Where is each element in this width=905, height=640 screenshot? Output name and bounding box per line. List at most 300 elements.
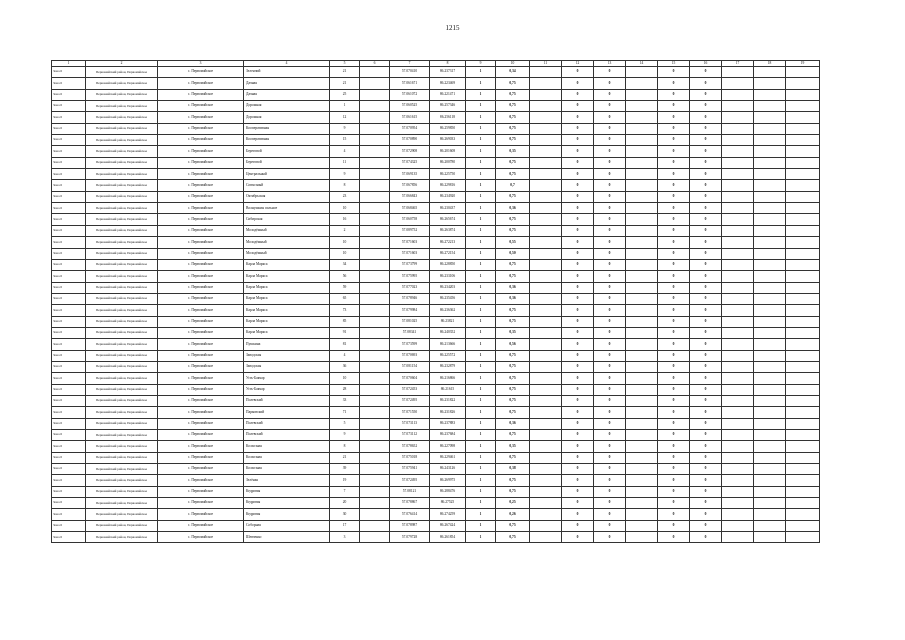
table-row [52,384,820,395]
house-cell: 20 [330,498,360,509]
settlement-cell: с. Первомайское [158,407,244,418]
empty-cell [786,135,820,146]
empty-cell [754,271,786,282]
empty-cell [626,520,658,531]
latitude-cell: 57.076414 [390,509,430,520]
zone-cell: Зона 6 [52,486,86,497]
district-cell: Первомайский район, Первомайское [86,203,158,214]
volume-cell: 0,75 [496,157,530,168]
value-cell: 0 [562,78,594,89]
empty-cell [722,180,754,191]
longitude-cell: 86.288476 [430,486,466,497]
empty-cell [626,237,658,248]
empty-cell [786,384,820,395]
value-cell: 0 [594,532,626,543]
value-cell: 0 [658,101,690,112]
empty-cell [530,430,562,441]
district-cell: Первомайский район, Первомайское [86,248,158,259]
value-cell: 0 [562,361,594,372]
empty-cell [626,384,658,395]
value-cell: 0 [690,123,722,134]
table-row [52,225,820,236]
value-cell: 0 [594,271,626,282]
settlement-cell: с. Первомайское [158,89,244,100]
empty-cell [754,475,786,486]
volume-cell: 0,75 [496,475,530,486]
table-row [52,350,820,361]
zone-cell: Зона 6 [52,146,86,157]
count-cell: 1 [466,101,496,112]
empty-cell [530,486,562,497]
table-row [52,135,820,146]
empty-cell [626,305,658,316]
table-row [52,509,820,520]
column-number: 3 [158,61,244,67]
street-cell: Усть-Бакчар [244,384,330,395]
value-cell: 0 [594,282,626,293]
value-cell: 0 [658,430,690,441]
value-cell: 0 [594,293,626,304]
street-cell: Заводская [244,361,330,372]
latitude-cell: 57.070604 [390,373,430,384]
volume-cell: 0,75 [496,407,530,418]
value-cell: 0 [562,146,594,157]
house-cell: 1 [330,101,360,112]
latitude-cell: 57.073599 [390,339,430,350]
longitude-cell: 86.256118 [430,112,466,123]
zone-cell: Зона 6 [52,395,86,406]
settlement-cell: с. Первомайское [158,180,244,191]
empty-cell [530,532,562,543]
house-cell: 3 [330,532,360,543]
value-cell: 0 [658,373,690,384]
empty-cell [626,157,658,168]
value-cell: 0 [690,327,722,338]
latitude-cell: 57.073112 [390,430,430,441]
zone-cell: Зона 6 [52,384,86,395]
zone-cell: Зона 6 [52,259,86,270]
longitude-cell: 86.27525 [430,498,466,509]
empty-cell [626,135,658,146]
count-cell: 1 [466,214,496,225]
empty-cell [530,237,562,248]
empty-cell [626,67,658,78]
street-cell: Береговой [244,146,330,157]
empty-cell [754,430,786,441]
empty-cell [626,271,658,282]
house-cell: 91 [330,327,360,338]
count-cell: 1 [466,361,496,372]
value-cell: 0 [658,157,690,168]
empty-cell [722,509,754,520]
house-cell: 19 [330,475,360,486]
latitude-cell: 57.08341 [390,327,430,338]
longitude-cell: 86.228850 [430,259,466,270]
empty-cell [360,350,390,361]
empty-cell [722,157,754,168]
empty-cell [722,441,754,452]
district-cell: Первомайский район, Первомайское [86,259,158,270]
value-cell: 0 [690,191,722,202]
zone-cell: Зона 6 [52,67,86,78]
volume-cell: 0,7 [496,180,530,191]
count-cell: 1 [466,191,496,202]
settlement-cell: с. Первомайское [158,395,244,406]
table-row [52,407,820,418]
longitude-cell: 86.269975 [430,475,466,486]
value-cell: 0 [690,384,722,395]
volume-cell: 0,75 [496,395,530,406]
empty-cell [360,225,390,236]
latitude-cell: 57.071603 [390,248,430,259]
house-cell: 25 [330,89,360,100]
zone-cell: Зона 6 [52,407,86,418]
value-cell: 0 [562,509,594,520]
empty-cell [360,361,390,372]
value-cell: 0 [594,418,626,429]
latitude-cell: 57.068465 [390,203,430,214]
longitude-cell: 86.235456 [430,293,466,304]
empty-cell [754,327,786,338]
district-cell: Первомайский район, Первомайское [86,123,158,134]
settlement-cell: с. Первомайское [158,112,244,123]
empty-cell [360,395,390,406]
empty-cell [786,112,820,123]
value-cell: 0 [690,89,722,100]
settlement-cell: с. Первомайское [158,441,244,452]
empty-cell [360,146,390,157]
empty-cell [722,203,754,214]
value-cell: 0 [658,169,690,180]
value-cell: 0 [594,237,626,248]
street-cell: Кедровая [244,498,330,509]
house-cell: 21 [330,78,360,89]
value-cell: 0 [562,316,594,327]
house-cell: 36 [330,361,360,372]
value-cell: 0 [690,135,722,146]
value-cell: 0 [690,430,722,441]
house-cell: 81 [330,339,360,350]
empty-cell [530,157,562,168]
count-cell: 1 [466,146,496,157]
house-cell: 21 [330,452,360,463]
column-number: 6 [360,61,390,67]
house-cell: 30 [330,509,360,520]
empty-cell [530,373,562,384]
count-cell: 1 [466,135,496,146]
empty-cell [360,180,390,191]
empty-cell [786,373,820,384]
value-cell: 0 [594,407,626,418]
value-cell: 0 [594,384,626,395]
empty-cell [754,452,786,463]
value-cell: 0 [658,395,690,406]
house-cell: 10 [330,248,360,259]
volume-cell: 0,75 [496,214,530,225]
district-cell: Первомайский район, Первомайское [86,475,158,486]
count-cell: 1 [466,498,496,509]
value-cell: 0 [690,418,722,429]
volume-cell: 0,75 [496,259,530,270]
empty-cell [530,248,562,259]
district-cell: Первомайский район, Первомайское [86,350,158,361]
zone-cell: Зона 6 [52,248,86,259]
value-cell: 0 [690,452,722,463]
value-cell: 0 [562,418,594,429]
table-row [52,418,820,429]
empty-cell [530,67,562,78]
empty-cell [626,180,658,191]
district-cell: Первомайский район, Первомайское [86,441,158,452]
empty-cell [754,123,786,134]
empty-cell [754,89,786,100]
empty-cell [360,89,390,100]
settlement-cell: с. Первомайское [158,316,244,327]
latitude-cell: 57.061615 [390,112,430,123]
empty-cell [626,373,658,384]
latitude-cell: 57.073113 [390,418,430,429]
longitude-cell: 86.237684 [430,430,466,441]
empty-cell [786,271,820,282]
table-row [52,498,820,509]
volume-cell: 0,36 [496,418,530,429]
zone-cell: Зона 6 [52,430,86,441]
empty-cell [360,520,390,531]
house-cell: 12 [330,112,360,123]
settlement-cell: с. Первомайское [158,532,244,543]
count-cell: 1 [466,475,496,486]
longitude-cell: 86.225572 [430,350,466,361]
settlement-cell: с. Первомайское [158,191,244,202]
volume-cell: 0,35 [496,441,530,452]
longitude-cell: 86.231826 [430,407,466,418]
count-cell: 1 [466,532,496,543]
empty-cell [722,373,754,384]
volume-cell: 0,75 [496,532,530,543]
district-cell: Первомайский район, Первомайское [86,293,158,304]
value-cell: 0 [690,498,722,509]
zone-cell: Зона 6 [52,520,86,531]
latitude-cell: 57.061072 [390,89,430,100]
value-cell: 0 [562,282,594,293]
district-cell: Первомайский район, Первомайское [86,135,158,146]
empty-cell [530,135,562,146]
empty-cell [754,373,786,384]
house-cell: 10 [330,237,360,248]
street-cell: Карла Маркса [244,259,330,270]
longitude-cell: 86.272213 [430,237,466,248]
settlement-cell: с. Первомайское [158,169,244,180]
street-cell: Октябрьская [244,191,330,202]
count-cell: 1 [466,350,496,361]
longitude-cell: 86.232879 [430,361,466,372]
value-cell: 0 [594,67,626,78]
volume-cell: 0,34 [496,67,530,78]
settlement-cell: с. Первомайское [158,259,244,270]
table-row [52,373,820,384]
volume-cell: 0,50 [496,248,530,259]
table-row [52,237,820,248]
empty-cell [754,214,786,225]
empty-cell [626,191,658,202]
value-cell: 0 [690,225,722,236]
value-cell: 0 [562,237,594,248]
table-row [52,248,820,259]
house-cell: 16 [330,214,360,225]
empty-cell [786,350,820,361]
zone-cell: Зона 6 [52,464,86,475]
empty-cell [754,418,786,429]
empty-cell [360,452,390,463]
empty-cell [786,339,820,350]
value-cell: 0 [690,373,722,384]
column-number: 7 [390,61,430,67]
empty-cell [722,395,754,406]
latitude-cell: 57.078652 [390,441,430,452]
house-cell: 7 [330,486,360,497]
latitude-cell: 57.089752 [390,225,430,236]
empty-cell [530,259,562,270]
zone-cell: Зона 6 [52,452,86,463]
value-cell: 0 [658,180,690,191]
latitude-cell: 57.072495 [390,395,430,406]
zone-cell: Зона 6 [52,237,86,248]
table-row [52,430,820,441]
empty-cell [754,350,786,361]
volume-cell: 0,75 [496,361,530,372]
zone-cell: Зона 6 [52,532,86,543]
street-cell: Кедровая [244,486,330,497]
empty-cell [754,248,786,259]
volume-cell: 0,75 [496,350,530,361]
longitude-cell: 86.237317 [430,67,466,78]
latitude-cell: 57.072495 [390,475,430,486]
street-cell: Дачная [244,78,330,89]
empty-cell [530,78,562,89]
value-cell: 0 [562,395,594,406]
value-cell: 0 [594,441,626,452]
empty-cell [530,520,562,531]
settlement-cell: с. Первомайское [158,418,244,429]
value-cell: 0 [658,135,690,146]
table-row [52,305,820,316]
count-cell: 1 [466,464,496,475]
table-row [52,191,820,202]
value-cell: 0 [658,78,690,89]
value-cell: 0 [562,169,594,180]
value-cell: 0 [594,395,626,406]
settlement-cell: с. Первомайское [158,475,244,486]
value-cell: 0 [562,498,594,509]
latitude-cell: 57.071550 [390,407,430,418]
zone-cell: Зона 6 [52,157,86,168]
value-cell: 0 [594,112,626,123]
street-cell: Молодёжный [244,237,330,248]
street-cell: Дорожная [244,101,330,112]
longitude-cell: 86.229461 [430,452,466,463]
latitude-cell: 57.074325 [390,157,430,168]
value-cell: 0 [594,180,626,191]
zone-cell: Зона 6 [52,339,86,350]
value-cell: 0 [658,305,690,316]
empty-cell [530,293,562,304]
empty-cell [754,395,786,406]
value-cell: 0 [562,259,594,270]
empty-cell [360,293,390,304]
empty-cell [722,271,754,282]
empty-cell [722,248,754,259]
empty-cell [626,486,658,497]
empty-cell [722,225,754,236]
value-cell: 0 [658,248,690,259]
longitude-cell: 86.269033 [430,135,466,146]
empty-cell [786,498,820,509]
value-cell: 0 [690,395,722,406]
district-cell: Первомайский район, Первомайское [86,271,158,282]
count-cell: 1 [466,384,496,395]
empty-cell [722,339,754,350]
empty-cell [626,282,658,293]
zone-cell: Зона 6 [52,89,86,100]
empty-cell [626,169,658,180]
count-cell: 1 [466,395,496,406]
table-row [52,214,820,225]
district-cell: Первомайский район, Первомайское [86,101,158,112]
house-cell: 8 [330,441,360,452]
table-row [52,441,820,452]
empty-cell [722,237,754,248]
settlement-cell: с. Первомайское [158,498,244,509]
empty-cell [786,316,820,327]
volume-cell: 0,35 [496,146,530,157]
value-cell: 0 [594,464,626,475]
value-cell: 0 [594,157,626,168]
empty-cell [626,293,658,304]
value-cell: 0 [658,293,690,304]
value-cell: 0 [594,361,626,372]
value-cell: 0 [562,520,594,531]
street-cell: Зеленчий [244,67,330,78]
empty-cell [786,418,820,429]
value-cell: 0 [690,282,722,293]
empty-cell [626,407,658,418]
value-cell: 0 [594,327,626,338]
zone-cell: Зона 6 [52,191,86,202]
latitude-cell: 57.075018 [390,452,430,463]
value-cell: 0 [562,486,594,497]
empty-cell [626,350,658,361]
value-cell: 0 [690,305,722,316]
latitude-cell: 57.071603 [390,237,430,248]
empty-cell [754,146,786,157]
latitude-cell: 57.081154 [390,361,430,372]
empty-cell [360,112,390,123]
column-number: 18 [754,61,786,67]
empty-cell [360,214,390,225]
empty-cell [786,237,820,248]
empty-cell [530,361,562,372]
volume-cell: 0,36 [496,282,530,293]
empty-cell [722,486,754,497]
longitude-cell: 86.236362 [430,305,466,316]
value-cell: 0 [690,532,722,543]
value-cell: 0 [594,259,626,270]
count-cell: 1 [466,203,496,214]
district-cell: Первомайский район, Первомайское [86,384,158,395]
volume-cell: 0,75 [496,112,530,123]
value-cell: 0 [562,532,594,543]
latitude-cell: 57.073799 [390,259,430,270]
